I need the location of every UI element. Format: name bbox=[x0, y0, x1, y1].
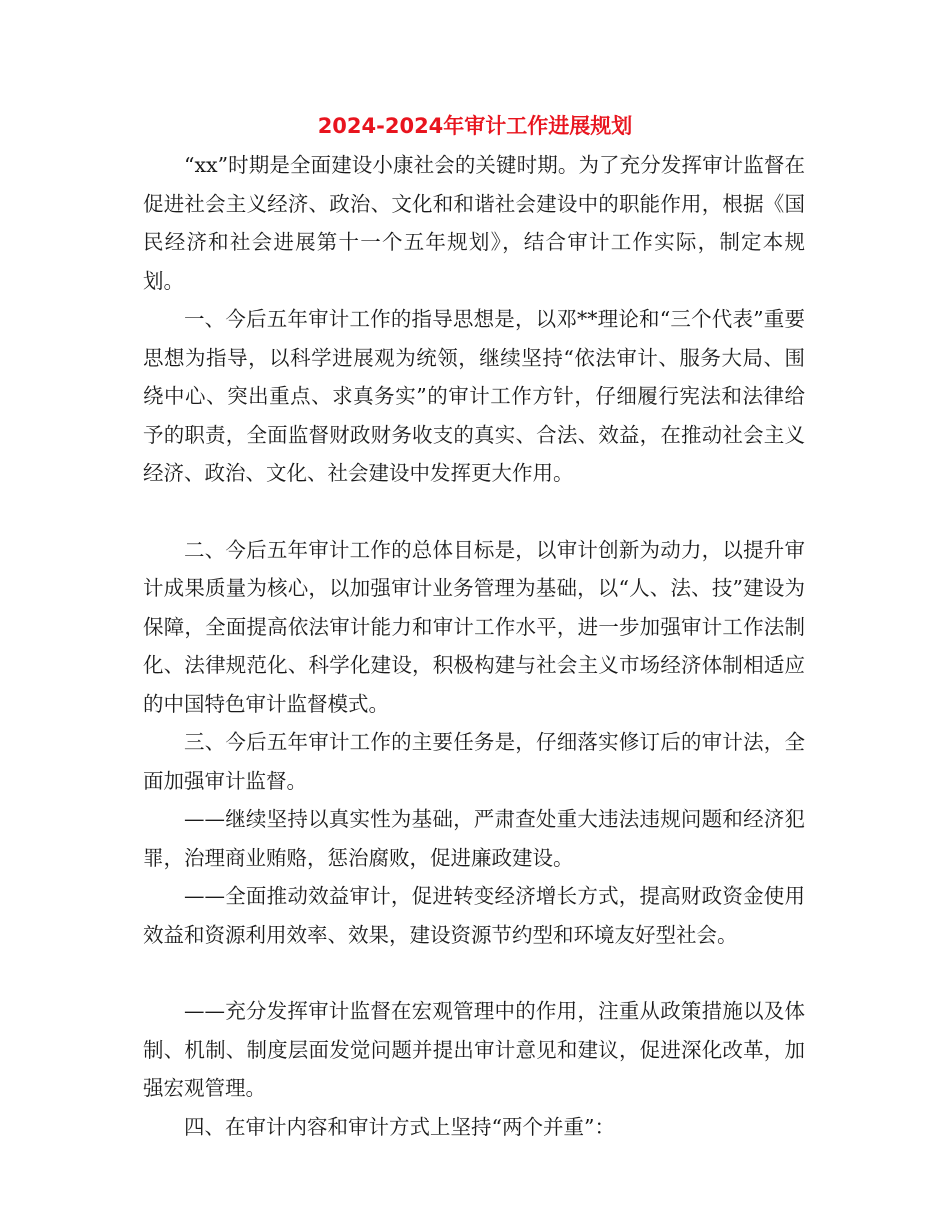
paragraph-task-authenticity: ——继续坚持以真实性为基础，严肃查处重大违法违规问题和经济犯罪，治理商业贿赂，惩治腐败，促进廉政建设。 bbox=[143, 807, 805, 870]
paragraph-task-efficiency: ——全面推动效益审计，促进转变经济增长方式，提高财政资金使用效益和资源利用效率、效果，建设资源节约型和环境友好型社会。 bbox=[143, 884, 805, 947]
paragraph-main-tasks: 三、今后五年审计工作的主要任务是，仔细落实修订后的审计法，全面加强审计监督。 bbox=[143, 730, 805, 793]
paragraph-intro: “xx”时期是全面建设小康社会的关键时期。为了充分发挥审计监督在促进社会主义经济、政治、文化和和谐社会建设中的职能作用，根据《国民经济和社会进展第十一个五年规划》，结合审计工作实际，制定本规划。 bbox=[143, 153, 805, 293]
document-body bbox=[143, 146, 805, 1146]
document-title: 2024-2024年审计工作进展规划 bbox=[317, 114, 633, 138]
paragraph-overall-goal: 二、今后五年审计工作的总体目标是，以审计创新为动力，以提升审计成果质量为核心，以加强审计业务管理为基础，以“人、法、技”建设为保障，全面提高依法审计能力和审计工作水平，进一步加强审计工作法制化、法律规范化、科学化建设，积极构建与社会主义市场经济体制相适应的中国特色审计监督模式。 bbox=[143, 537, 805, 716]
paragraph-task-macro-management: ——充分发挥审计监督在宏观管理中的作用，注重从政策措施以及体制、机制、制度层面发觉问题并提出审计意见和建议，促进深化改革，加强宏观管理。 bbox=[143, 999, 805, 1100]
paragraph-two-emphases: 四、在审计内容和审计方式上坚持“两个并重”： bbox=[184, 1114, 615, 1139]
paragraph-guiding-ideology: 一、今后五年审计工作的指导思想是，以邓**理论和“三个代表”重要思想为指导，以科学进展观为统领，继续坚持“依法审计、服务大局、围绕中心、突出重点、求真务实”的审计工作方针，仔细履行宪法和法律给予的职责，全面监督财政财务收支的真实、合法、效益，在推动社会主义经济、政治、文化、社会建设中发挥更大作用。 bbox=[143, 307, 805, 485]
